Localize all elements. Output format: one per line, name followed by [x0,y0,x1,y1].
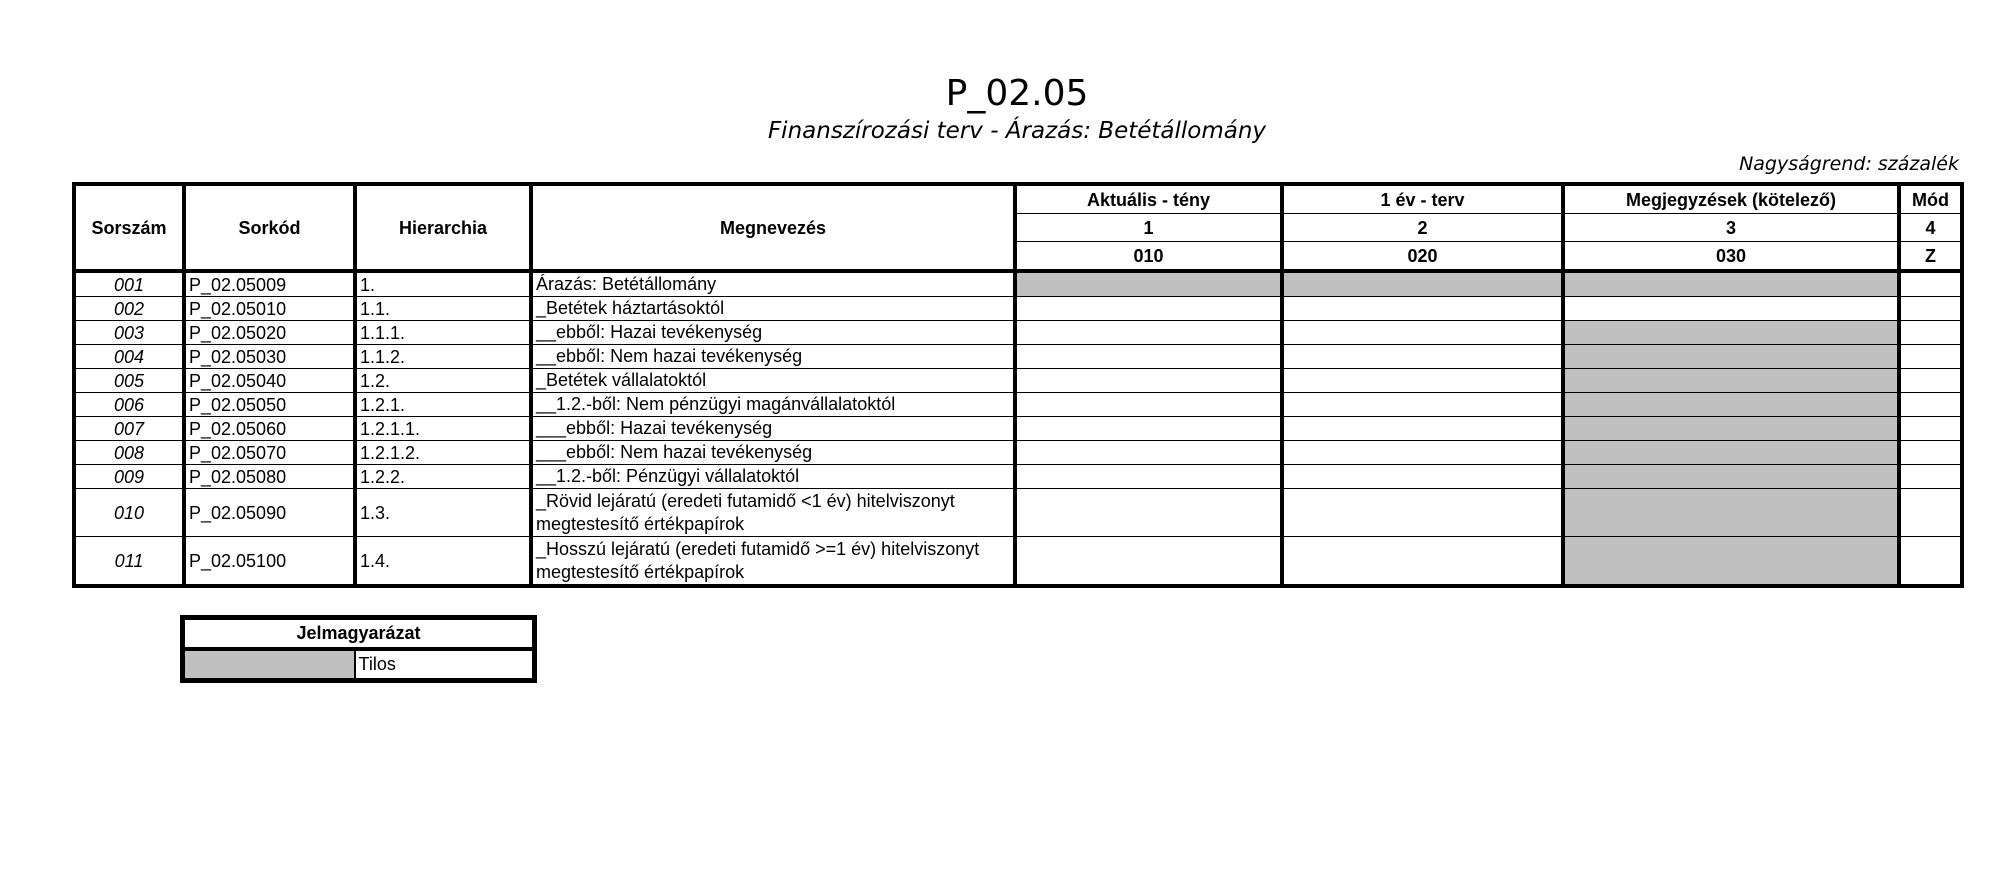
header-col-2-label: 1 év - terv [1282,184,1563,214]
row-sorkod: P_02.05020 [184,321,355,345]
cell-input[interactable] [1015,417,1282,441]
form-subtitle: Finanszírozási terv - Árazás: Betétállomány [767,118,1267,144]
table-row [74,393,1962,417]
cell-prohibited [1563,345,1899,369]
row-sorkod: P_02.05060 [184,417,355,441]
table-row [74,271,1962,297]
cell-input[interactable] [1899,441,1962,465]
cell-input[interactable] [1899,297,1962,321]
table-row [74,297,1962,321]
header-col-3-label: Megjegyzések (kötelező) [1563,184,1899,214]
cell-input[interactable] [1015,369,1282,393]
cell-input[interactable] [1899,369,1962,393]
row-sorszam: 005 [74,369,184,393]
row-sorkod: P_02.05090 [184,489,355,537]
row-megnevezes: ___ebből: Hazai tevékenység [531,417,1015,441]
row-megnevezes: _Betétek háztartásoktól [531,297,1015,321]
cell-prohibited [1563,465,1899,489]
cell-prohibited [1563,369,1899,393]
row-megnevezes: ___ebből: Nem hazai tevékenység [531,441,1015,465]
header-col-4-label: Mód [1899,184,1962,214]
row-sorszam: 004 [74,345,184,369]
row-megnevezes: Árazás: Betétállomány [531,271,1015,297]
row-sorkod: P_02.05050 [184,393,355,417]
cell-input[interactable] [1015,465,1282,489]
row-hierarchia: 1.2.2. [355,465,531,489]
table-row [74,417,1962,441]
cell-input[interactable] [1899,537,1962,587]
header-megnevezes: Megnevezés [531,184,1015,271]
cell-prohibited [1563,271,1899,297]
row-hierarchia: 1.2.1. [355,393,531,417]
row-hierarchia: 1.2. [355,369,531,393]
table-row [74,369,1962,393]
cell-input[interactable] [1282,537,1563,587]
cell-prohibited [1015,271,1282,297]
table-row [74,321,1962,345]
cell-input[interactable] [1899,393,1962,417]
header-col-2-num: 2 [1282,214,1563,242]
header-col-1-num: 1 [1015,214,1282,242]
header-col-3-num: 3 [1563,214,1899,242]
cell-input[interactable] [1282,489,1563,537]
header-hierarchia: Hierarchia [355,184,531,271]
cell-prohibited [1282,271,1563,297]
row-sorszam: 001 [74,271,184,297]
header-col-4-code: Z [1899,242,1962,272]
row-hierarchia: 1.3. [355,489,531,537]
cell-input[interactable] [1015,345,1282,369]
cell-input[interactable] [1015,321,1282,345]
cell-input[interactable] [1282,465,1563,489]
unit-note: Nagyságrend: százalék [1739,153,1959,175]
legend-table [180,615,537,683]
row-megnevezes: __ebből: Hazai tevékenység [531,321,1015,345]
row-hierarchia: 1.1. [355,297,531,321]
row-sorkod: P_02.05009 [184,271,355,297]
row-sorkod: P_02.05070 [184,441,355,465]
cell-input[interactable] [1563,297,1899,321]
row-sorszam: 008 [74,441,184,465]
cell-input[interactable] [1899,321,1962,345]
cell-input[interactable] [1282,321,1563,345]
financing-plan-table [72,182,1964,588]
form-code-title: P_02.05 [945,73,1089,114]
table-row [74,441,1962,465]
header-col-3-code: 030 [1563,242,1899,272]
row-sorszam: 002 [74,297,184,321]
row-sorkod: P_02.05010 [184,297,355,321]
table-row [74,489,1962,537]
row-sorkod: P_02.05080 [184,465,355,489]
row-hierarchia: 1.1.1. [355,321,531,345]
row-hierarchia: 1.4. [355,537,531,587]
row-hierarchia: 1.1.2. [355,345,531,369]
row-hierarchia: 1. [355,271,531,297]
cell-prohibited [1563,441,1899,465]
header-col-4-num: 4 [1899,214,1962,242]
row-megnevezes: _Hosszú lejáratú (eredeti futamidő >=1 év) hitelviszonyt megtestesítő értékpapírok [531,537,1015,587]
row-sorkod: P_02.05040 [184,369,355,393]
row-sorszam: 010 [74,489,184,537]
row-megnevezes: __1.2.-ből: Pénzügyi vállalatoktól [531,465,1015,489]
cell-input[interactable] [1015,393,1282,417]
table-row [74,345,1962,369]
cell-input[interactable] [1015,297,1282,321]
table-row [74,465,1962,489]
cell-prohibited [1563,393,1899,417]
row-sorszam: 006 [74,393,184,417]
row-sorszam: 007 [74,417,184,441]
cell-input[interactable] [1282,393,1563,417]
row-hierarchia: 1.2.1.1. [355,417,531,441]
cell-prohibited [1563,321,1899,345]
cell-input[interactable] [1282,369,1563,393]
cell-input[interactable] [1899,417,1962,441]
row-sorkod: P_02.05030 [184,345,355,369]
header-sorszam: Sorszám [74,184,184,271]
row-sorszam: 011 [74,537,184,587]
row-megnevezes: _Rövid lejáratú (eredeti futamidő <1 év) hitelviszonyt megtestesítő értékpapírok [531,489,1015,537]
cell-prohibited [1563,537,1899,587]
cell-input[interactable] [1015,489,1282,537]
cell-prohibited [1563,417,1899,441]
cell-input[interactable] [1899,271,1962,297]
row-sorkod: P_02.05100 [184,537,355,587]
header-col-1-label: Aktuális - tény [1015,184,1282,214]
row-megnevezes: __ebből: Nem hazai tevékenység [531,345,1015,369]
row-sorszam: 003 [74,321,184,345]
cell-input[interactable] [1899,465,1962,489]
cell-prohibited [1563,489,1899,537]
cell-input[interactable] [1282,345,1563,369]
legend-label-prohibited: Tilos [355,649,535,681]
cell-input[interactable] [1899,489,1962,537]
table-row [74,537,1962,587]
cell-input[interactable] [1899,345,1962,369]
header-col-1-code: 010 [1015,242,1282,272]
cell-input[interactable] [1015,537,1282,587]
header-col-2-code: 020 [1282,242,1563,272]
cell-input[interactable] [1015,441,1282,465]
row-sorszam: 009 [74,465,184,489]
header-sorkod: Sorkód [184,184,355,271]
legend-swatch-prohibited [183,649,355,681]
cell-input[interactable] [1282,441,1563,465]
row-megnevezes: _Betétek vállalatoktól [531,369,1015,393]
cell-input[interactable] [1282,297,1563,321]
cell-input[interactable] [1282,417,1563,441]
legend-title: Jelmagyarázat [183,618,535,650]
row-megnevezes: __1.2.-ből: Nem pénzügyi magánvállalatoktól [531,393,1015,417]
row-hierarchia: 1.2.1.2. [355,441,531,465]
